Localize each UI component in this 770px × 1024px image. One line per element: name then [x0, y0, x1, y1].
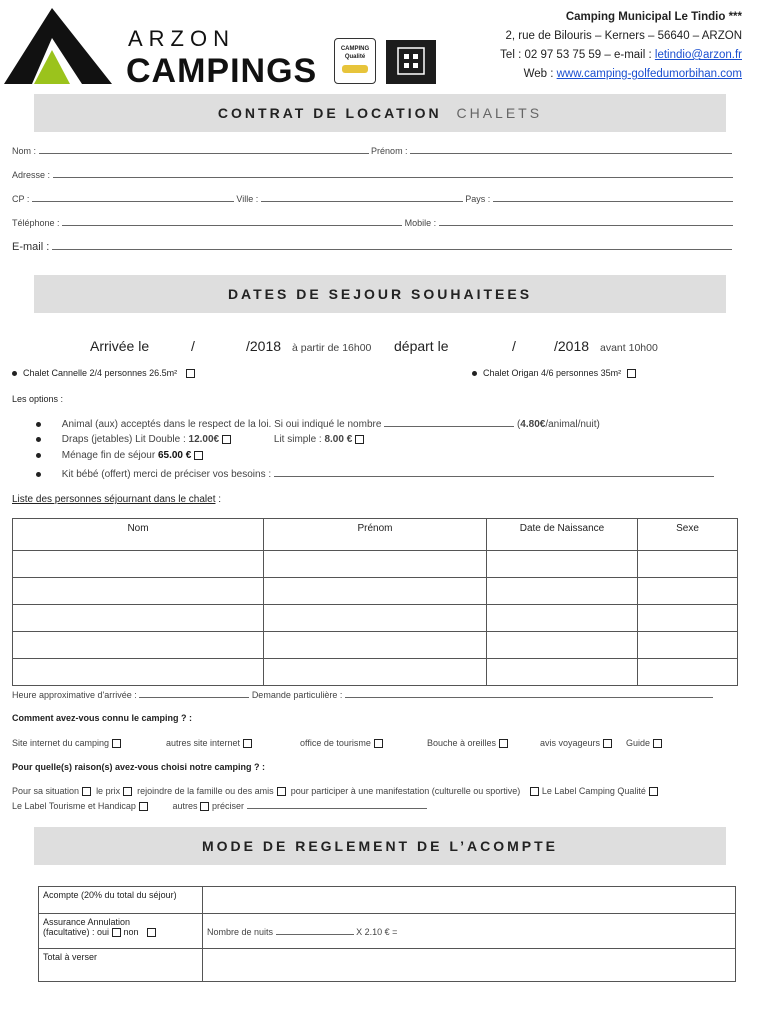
email-field[interactable] [52, 241, 732, 250]
tourisme-handicap-badge [386, 40, 436, 84]
heure-field[interactable] [139, 689, 249, 698]
org-name: Camping Municipal Le Tindio *** [565, 11, 742, 23]
raison-manifestation[interactable]: pour participer à une manifestation (culturelle ou sportive) [291, 786, 540, 796]
checkbox [123, 787, 132, 796]
table-row [39, 914, 736, 949]
raison-famille[interactable]: rejoindre de la famille ou des amis [137, 786, 286, 796]
connu-avis-voyageurs[interactable]: avis voyageurs [540, 738, 612, 748]
field-row-telephone: Téléphone : Mobile : [12, 217, 733, 228]
persons-title: Liste des personnes séjournant dans le chalet : [12, 494, 222, 505]
depart-slash: / [512, 338, 516, 354]
arrivee-label: Arrivée le [90, 338, 150, 354]
checkbox [243, 739, 252, 748]
org-web: Web : www.camping-golfedumorbihan.com [523, 68, 742, 80]
checkbox [499, 739, 508, 748]
arrivee-slash: / [191, 338, 195, 354]
telephone-field[interactable] [62, 217, 402, 226]
depart-time: avant 10h00 [600, 342, 658, 354]
ville-field[interactable] [261, 193, 463, 202]
table-row [39, 887, 736, 914]
badge-text: CAMPING Qualité [340, 46, 370, 60]
camping-qualite-badge [334, 38, 376, 84]
persons-table [12, 518, 738, 686]
dates-title-band [34, 275, 726, 313]
email-link[interactable]: letindio@arzon.fr [654, 49, 742, 61]
preciser-field[interactable] [247, 800, 427, 809]
checkbox [277, 787, 286, 796]
cannelle-checkbox[interactable] [186, 369, 195, 378]
raison-situation[interactable]: Pour sa situation [12, 786, 91, 796]
persons-header-row [13, 519, 738, 551]
adresse-field[interactable] [53, 169, 733, 178]
raison-options-line2: Le Label Tourisme et Handicap autres préciser [12, 800, 427, 811]
table-row [39, 949, 736, 982]
table-row [13, 605, 738, 632]
contact-block [500, 8, 742, 84]
assurance-label: Assurance Annulation (facultative) : oui non [39, 914, 203, 949]
connu-guide[interactable]: Guide [626, 738, 662, 748]
arzon-logo [4, 6, 324, 90]
prenom-field[interactable] [410, 145, 732, 154]
nuits-field[interactable] [276, 926, 354, 935]
table-row [13, 659, 738, 686]
logo-top-text: ARZON [128, 26, 235, 51]
col-nom: Nom [13, 519, 264, 551]
nom-field[interactable] [39, 145, 369, 154]
logo-bottom-text: CAMPINGS [126, 52, 318, 90]
checkbox [649, 787, 658, 796]
option-draps: Draps (jetables) Lit Double : 12.00€ Lit simple : 8.00 € [36, 434, 364, 445]
field-row-cp: CP : Ville : Pays : [12, 193, 733, 204]
raison-title: Pour quelle(s) raison(s) avez-vous choisi notre camping ? : [12, 762, 266, 772]
org-tel-email: Tel : 02 97 53 75 59 – e-mail : letindio@arzon.fr [500, 49, 742, 61]
website-link[interactable]: www.camping-golfedumorbihan.com [556, 68, 742, 80]
acompte-label: Acompte (20% du total du séjour) [39, 887, 203, 914]
connu-autres-sites[interactable]: autres site internet [166, 738, 252, 748]
connu-site-internet[interactable]: Site internet du camping [12, 738, 121, 748]
dates-title: DATES DE SEJOUR SOUHAITEES [227, 286, 533, 302]
arrival-departure-row [0, 338, 770, 358]
raison-autres[interactable]: autres [172, 801, 209, 811]
checkbox [530, 787, 539, 796]
arrivee-year: /2018 [246, 338, 282, 354]
connu-office-tourisme[interactable]: office de tourisme [300, 738, 383, 748]
acompte-value[interactable] [203, 887, 736, 914]
assurance-oui-checkbox[interactable] [112, 928, 121, 937]
col-prenom: Prénom [264, 519, 487, 551]
origan-checkbox[interactable] [627, 369, 636, 378]
contract-title: CONTRAT DE LOCATION [217, 105, 442, 121]
menage-checkbox[interactable] [194, 451, 203, 460]
connu-title: Comment avez-vous connu le camping ? : [12, 713, 193, 723]
animal-count-field[interactable] [384, 418, 514, 427]
option-menage: Ménage fin de séjour 65.00 € [36, 450, 203, 461]
payment-title-band [34, 827, 726, 865]
payment-table [38, 886, 736, 982]
assurance-value: Nombre de nuits X 2.10 € = [203, 914, 736, 949]
table-row [13, 632, 738, 659]
raison-options-line1 [12, 786, 658, 796]
connu-bouche-oreilles[interactable]: Bouche à oreilles [427, 738, 508, 748]
checkbox [112, 739, 121, 748]
field-row-email: E-mail : [12, 241, 732, 253]
raison-label-qualite[interactable]: Le Label Camping Qualité [542, 786, 658, 796]
checkbox [200, 802, 209, 811]
kit-bebe-field[interactable] [274, 468, 714, 477]
chalet-option-origan[interactable]: Chalet Origan 4/6 personnes 35m² [472, 368, 636, 378]
contract-title-band [34, 94, 726, 132]
chalet-option-cannelle[interactable]: Chalet Cannelle 2/4 personnes 26.5m² [12, 368, 195, 378]
option-animal: Animal (aux) acceptés dans le respect de la loi. Si oui indiqué le nombre (4.80€/animal/nuit) [36, 418, 600, 430]
depart-label: départ le [394, 338, 449, 354]
checkbox [139, 802, 148, 811]
arrival-time-row: Heure approximative d'arrivée : Demande particulière : [12, 689, 713, 700]
org-address: 2, rue de Bilouris – Kerners – 56640 – ARZON [505, 30, 742, 42]
col-date-naissance: Date de Naissance [487, 519, 638, 551]
contract-subtitle: CHALETS [456, 105, 543, 121]
cp-field[interactable] [32, 193, 234, 202]
payment-title: MODE DE REGLEMENT DE L’ACOMPTE [201, 838, 558, 854]
total-label: Total à verser [39, 949, 203, 982]
depart-year: /2018 [554, 338, 590, 354]
arrivee-time: à partir de 16h00 [292, 342, 372, 354]
field-row-nom: Nom : Prénom : [12, 145, 732, 156]
demande-field[interactable] [345, 689, 713, 698]
checkbox [603, 739, 612, 748]
table-row [13, 578, 738, 605]
raison-label-handicap[interactable]: Le Label Tourisme et Handicap [12, 801, 148, 811]
pays-field[interactable] [493, 193, 733, 202]
logo-mountain-icon [4, 6, 114, 86]
field-row-adresse: Adresse : [12, 169, 733, 180]
checkbox [374, 739, 383, 748]
options-title: Les options : [12, 394, 64, 404]
draps-double-checkbox[interactable] [222, 435, 231, 444]
option-kit-bebe: Kit bébé (offert) merci de préciser vos besoins : [36, 468, 714, 480]
accessibility-icon [386, 40, 436, 84]
col-sexe: Sexe [638, 519, 738, 551]
checkbox [82, 787, 91, 796]
total-value[interactable] [203, 949, 736, 982]
table-row [13, 551, 738, 578]
checkbox [653, 739, 662, 748]
mobile-field[interactable] [439, 217, 733, 226]
draps-simple-checkbox[interactable] [355, 435, 364, 444]
raison-prix[interactable]: le prix [96, 786, 132, 796]
assurance-non-checkbox[interactable] [147, 928, 156, 937]
